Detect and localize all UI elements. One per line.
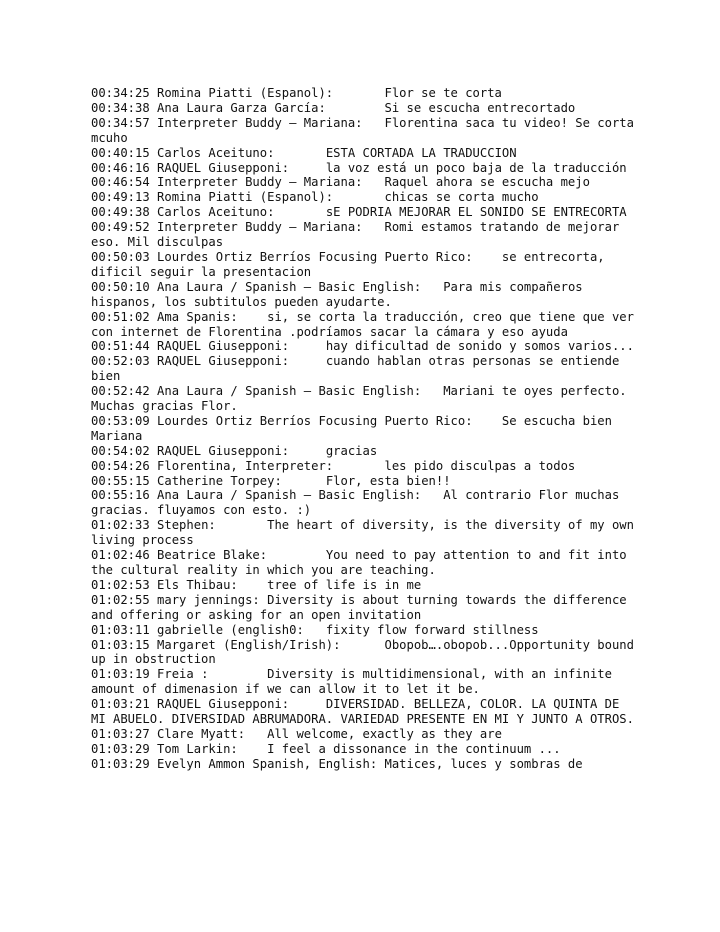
message-text: Ana Laura Garza García: Si se escucha entrecortado — [157, 100, 576, 115]
chat-message — [91, 146, 636, 161]
message-timestamp: 00:52:03 — [91, 354, 150, 369]
chat-message — [91, 205, 636, 220]
message-text: RAQUEL Giusepponi: DIVERSIDAD. BELLEZA, COLOR. LA QUINTA DE MI ABUELO. DIVERSIDAD ABRUMADORA. VARIEDAD PRESENTE EN MI Y JUNTO A OTROS. — [91, 697, 634, 727]
chat-message — [91, 548, 636, 578]
chat-message — [91, 757, 636, 772]
message-text: Ana Laura / Spanish – Basic English: Al contrario Flor muchas gracias. fluyamos con esto. :) — [91, 488, 627, 518]
message-timestamp: 00:51:02 — [91, 309, 150, 324]
message-timestamp: 01:02:46 — [91, 548, 150, 563]
message-timestamp: 00:55:15 — [91, 473, 150, 488]
message-timestamp: 01:03:29 — [91, 756, 150, 771]
chat-message — [91, 175, 636, 190]
chat-message — [91, 86, 636, 101]
message-timestamp: 00:49:52 — [91, 220, 150, 235]
message-timestamp: 00:34:38 — [91, 100, 150, 115]
message-text: Romina Piatti (Espanol): chicas se corta mucho — [157, 190, 539, 205]
chat-message — [91, 280, 636, 310]
chat-message — [91, 593, 636, 623]
message-text: Els Thibau: tree of life is in me — [157, 577, 422, 592]
chat-message — [91, 474, 636, 489]
message-text: Clare Myatt: All welcome, exactly as they are — [157, 726, 502, 741]
message-timestamp: 00:49:13 — [91, 190, 150, 205]
message-text: Interpreter Buddy – Mariana: Raquel ahora se escucha mejo — [157, 175, 590, 190]
message-text: Florentina, Interpreter: les pido disculpas a todos — [157, 458, 576, 473]
chat-message — [91, 488, 636, 518]
message-timestamp: 01:03:15 — [91, 637, 150, 652]
chat-message — [91, 637, 642, 668]
chat-message — [91, 697, 636, 727]
chat-transcript — [91, 86, 642, 772]
chat-message — [91, 667, 636, 697]
message-text: Ana Laura / Spanish – Basic English: Mariani te oyes perfecto. Muchas gracias Flor. — [91, 384, 634, 414]
message-timestamp: 00:46:16 — [91, 160, 150, 175]
chat-message — [91, 623, 636, 638]
message-timestamp: 01:03:27 — [91, 726, 150, 741]
chat-message — [91, 115, 642, 146]
chat-message — [91, 339, 636, 354]
message-text: Romina Piatti (Espanol): Flor se te corta — [157, 86, 502, 100]
message-timestamp: 01:03:29 — [91, 741, 150, 756]
message-text: Stephen: The heart of diversity, is the diversity of my own living process — [91, 518, 642, 548]
chat-message — [91, 727, 636, 742]
message-text: RAQUEL Giusepponi: gracias — [157, 443, 378, 458]
message-timestamp: 00:40:15 — [91, 145, 150, 160]
message-timestamp: 00:54:02 — [91, 443, 150, 458]
chat-message — [91, 518, 642, 548]
message-text: Tom Larkin: I feel a dissonance in the continuum ... — [157, 741, 561, 756]
message-text: Lourdes Ortiz Berríos Focusing Puerto Rico: Se escucha bien Mariana — [91, 413, 620, 443]
message-timestamp: 00:52:42 — [91, 384, 150, 399]
message-text: Freia : Diversity is multidimensional, with an infinite amount of dimenasion if we can allow it to let it be. — [91, 667, 620, 697]
message-timestamp: 00:49:38 — [91, 205, 150, 220]
message-timestamp: 00:50:03 — [91, 249, 150, 264]
message-timestamp: 01:03:21 — [91, 697, 150, 712]
message-timestamp: 01:03:19 — [91, 667, 150, 682]
message-text: Margaret (English/Irish): Obopob….obopob...Opportunity bound up in obstruction — [91, 637, 642, 667]
chat-message — [91, 578, 636, 593]
message-timestamp: 00:54:26 — [91, 458, 150, 473]
message-timestamp: 00:34:57 — [91, 115, 150, 130]
chat-message — [91, 220, 636, 250]
message-timestamp: 01:02:53 — [91, 577, 150, 592]
message-text: RAQUEL Giusepponi: la voz está un poco baja de la traducción — [157, 160, 627, 175]
message-timestamp: 00:50:10 — [91, 279, 150, 294]
message-timestamp: 01:03:11 — [91, 622, 150, 637]
chat-message — [91, 444, 636, 459]
message-text: Interpreter Buddy – Mariana: Romi estamos tratando de mejorar eso. Mil disculpas — [91, 220, 627, 250]
chat-message — [91, 384, 636, 414]
chat-message — [91, 414, 636, 444]
chat-message — [91, 742, 636, 757]
chat-message — [91, 190, 636, 205]
message-timestamp: 01:02:55 — [91, 592, 150, 607]
chat-message — [91, 161, 636, 176]
message-timestamp: 00:34:25 — [91, 86, 150, 100]
chat-message — [91, 354, 636, 384]
message-text: Ana Laura / Spanish – Basic English: Para mis compañeros hispanos, los subtitulos pueden ayudarte. — [91, 279, 590, 309]
message-text: Carlos Aceituno: sE PODRIA MEJORAR EL SONIDO SE ENTRECORTA — [157, 205, 627, 220]
message-text: gabrielle (english0: fixity flow forward stillness — [157, 622, 539, 637]
message-text: mary jennings: Diversity is about turning towards the difference and offering or asking for an open invitation — [91, 592, 634, 622]
chat-message — [91, 101, 636, 116]
message-text: Lourdes Ortiz Berríos Focusing Puerto Rico: se entrecorta, dificil seguir la presentacion — [91, 249, 612, 279]
message-text: Interpreter Buddy – Mariana: Florentina saca tu video! Se corta mcuho — [91, 115, 642, 145]
chat-message — [91, 459, 636, 474]
message-timestamp: 01:02:33 — [91, 518, 150, 533]
message-text: Evelyn Ammon Spanish, English: Matices, luces y sombras de — [157, 756, 583, 771]
message-timestamp: 00:53:09 — [91, 413, 150, 428]
chat-message — [91, 309, 642, 340]
message-text: RAQUEL Giusepponi: hay dificultad de sonido y somos varios... — [157, 339, 634, 354]
message-text: Ama Spanis: si, se corta la traducción, creo que tiene que ver con internet de Florentina .podríamos sacar la cámara y eso ayuda — [91, 309, 642, 339]
chat-message — [91, 250, 636, 280]
message-text: Carlos Aceituno: ESTA CORTADA LA TRADUCCION — [157, 145, 517, 160]
message-timestamp: 00:51:44 — [91, 339, 150, 354]
message-timestamp: 00:55:16 — [91, 488, 150, 503]
message-text: Beatrice Blake: You need to pay attention to and fit into the cultural reality in which you are teaching. — [91, 548, 634, 577]
message-timestamp: 00:46:54 — [91, 175, 150, 190]
message-text: Catherine Torpey: Flor, esta bien!! — [157, 473, 451, 488]
message-text: RAQUEL Giusepponi: cuando hablan otras personas se entiende bien — [91, 354, 627, 384]
